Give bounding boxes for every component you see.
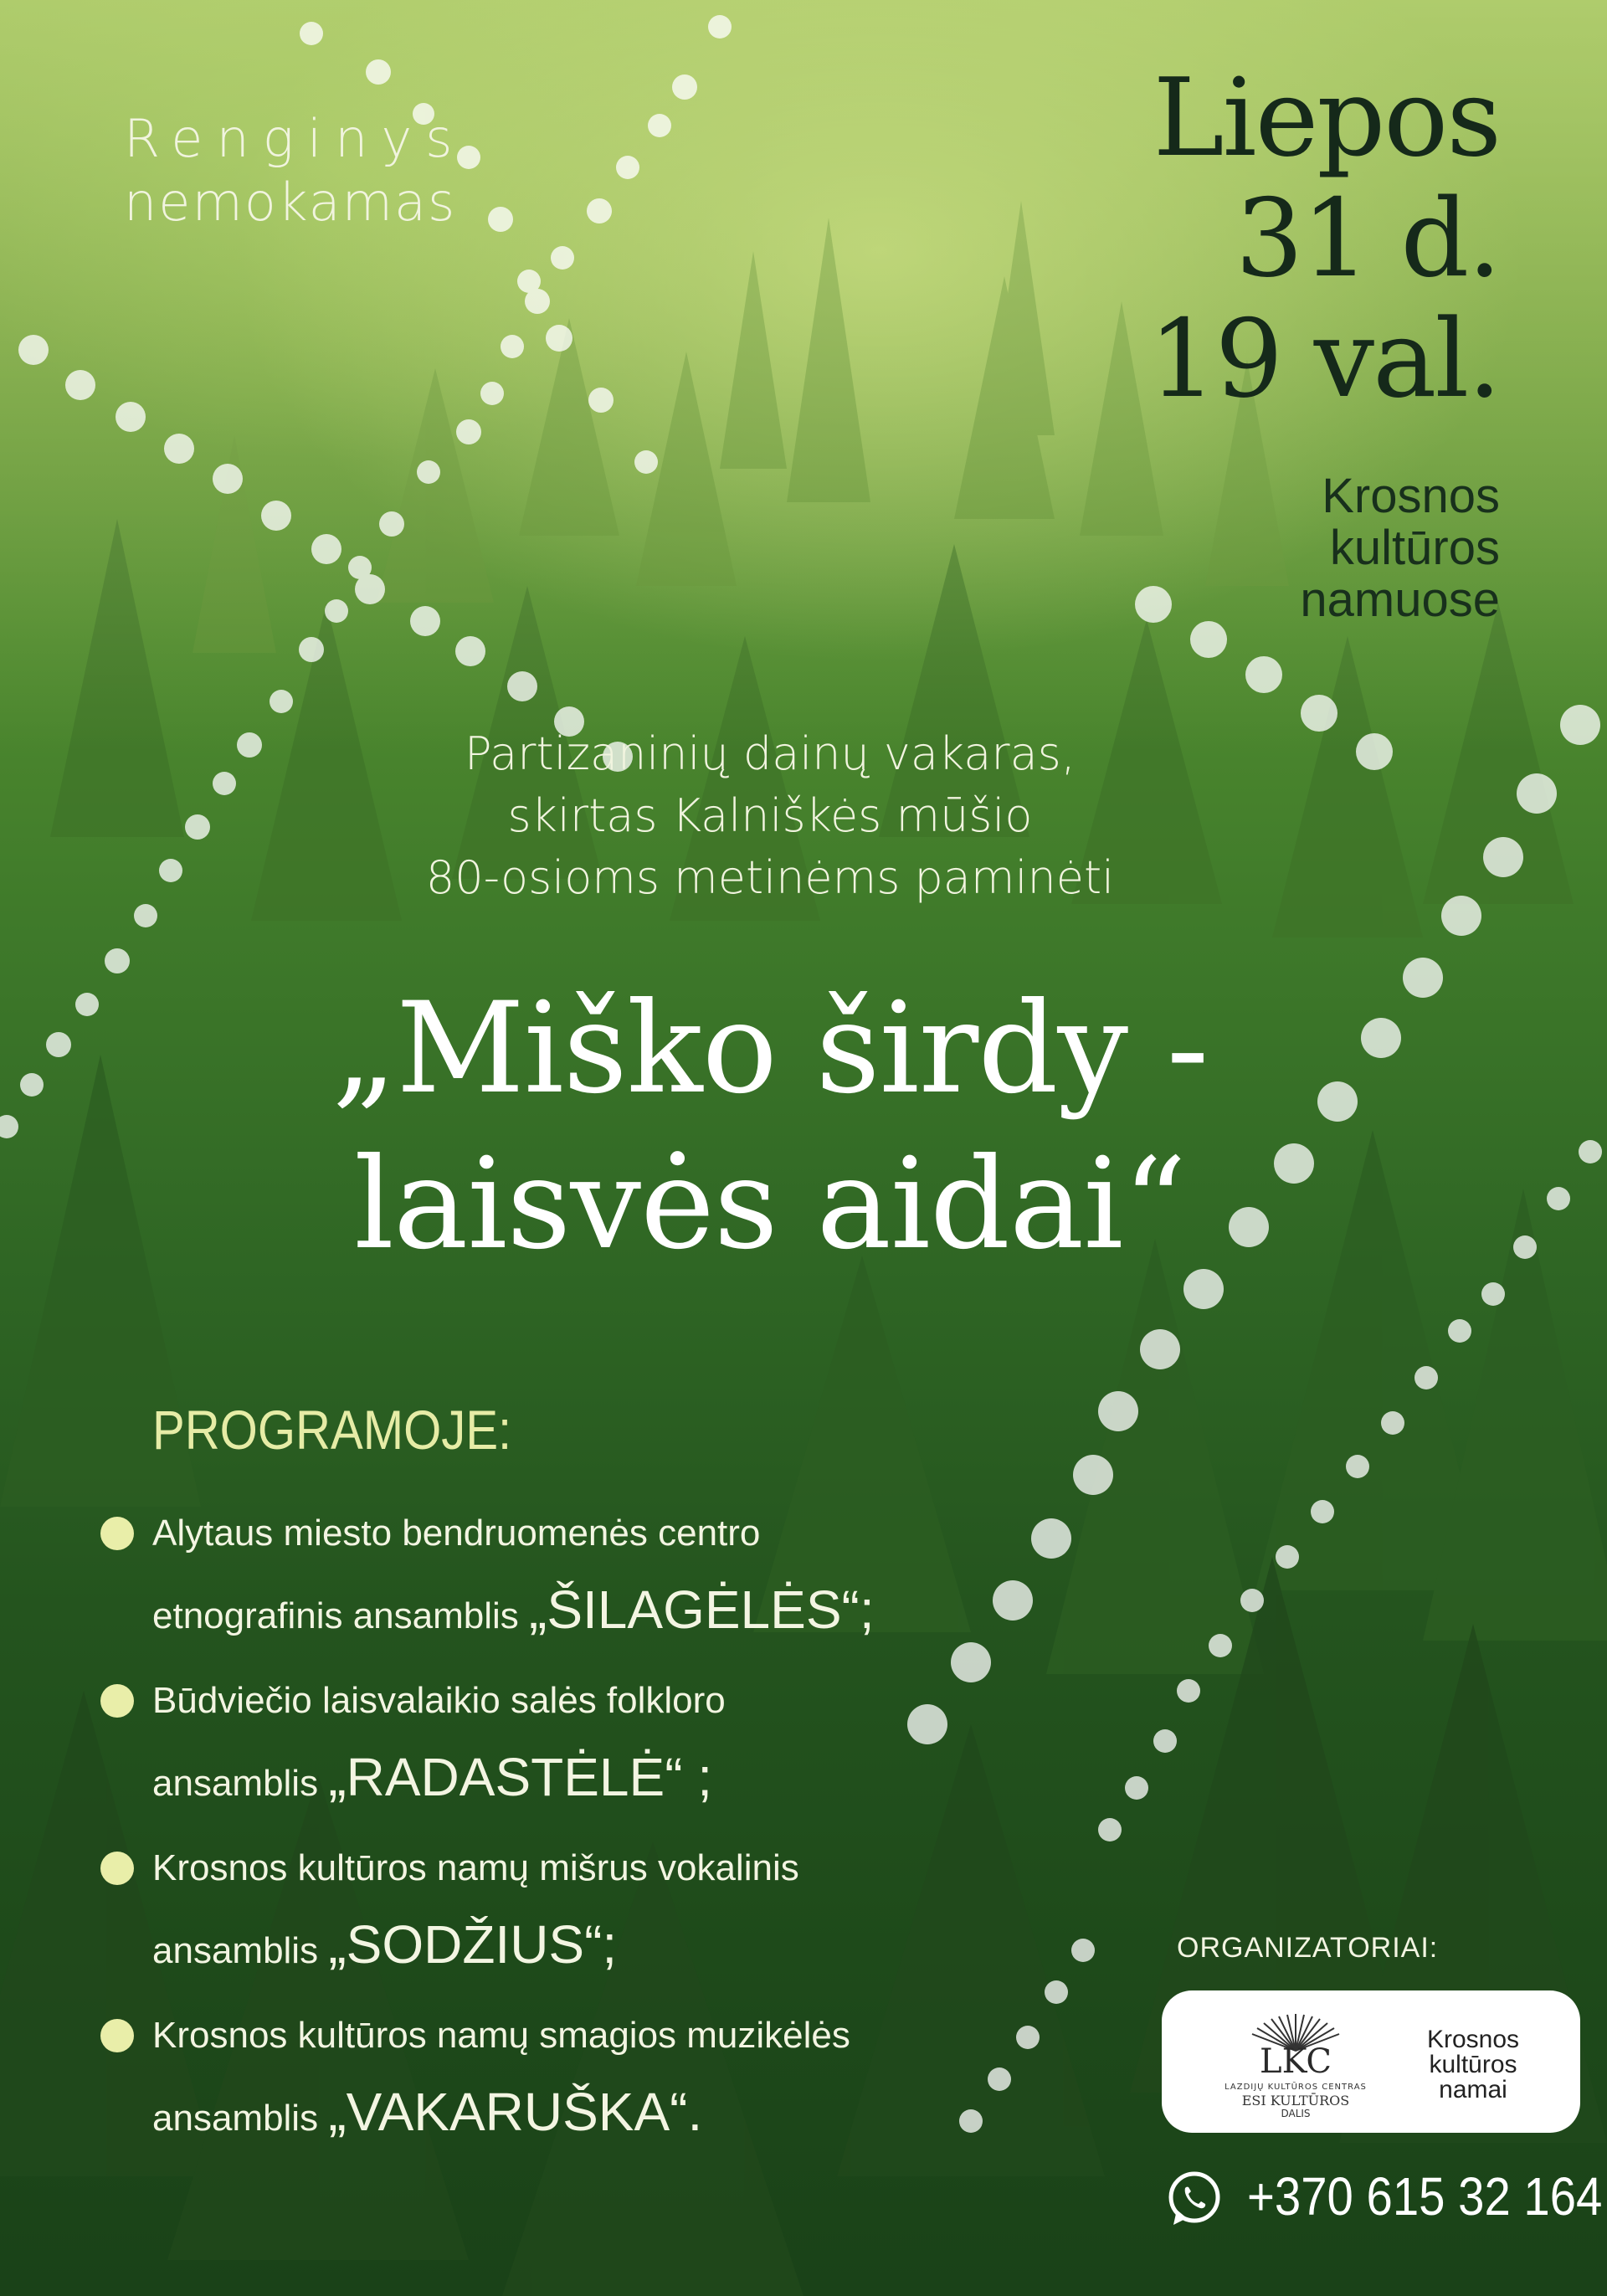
programme-item-prefix: ansamblis (152, 2098, 329, 2139)
intro-line-3: 80-osioms metinėms paminėti (425, 851, 1115, 904)
date-month: Liepos (1153, 56, 1500, 181)
bullet-icon (100, 1852, 134, 1885)
programme-item-line-2 (152, 1569, 937, 1657)
date-day: 31 d. (1235, 177, 1500, 301)
intro-line-1: Partizaninių dainų vakaras, (465, 727, 1076, 780)
krosnos-logo (1398, 2027, 1548, 2103)
krosnos-logo-line-3: namai (1439, 2076, 1507, 2103)
place-line-1: Krosnos (1322, 469, 1500, 523)
programme-item-line-2 (152, 1903, 937, 1992)
ensemble-name: „ŠILAGĖLĖS“; (529, 1579, 875, 1640)
programme-item-line-2 (152, 2071, 937, 2160)
lkc-slogan: ESI KULTŪROS (1241, 2093, 1350, 2109)
lkc-slogan-2: DALIS (1281, 2108, 1311, 2119)
programme-item (100, 1498, 937, 1666)
programme-list (100, 1498, 937, 2168)
lkc-subtitle: LAZDIJŲ KULTŪROS CENTRAS (1225, 2083, 1367, 2092)
lkc-logo (1220, 2009, 1371, 2118)
programme-heading: PROGRAMOJE: (152, 1399, 512, 1461)
date-time: 19 val. (1148, 297, 1500, 422)
organizers-logos (1162, 1990, 1580, 2133)
programme-item-line-1: Krosnos kultūros namų smagios muzikėlės (152, 2015, 850, 2056)
ensemble-name: „VAKARUŠKA“. (328, 2082, 703, 2142)
krosnos-logo-line-2: kultūros (1429, 2051, 1517, 2078)
place-line-2: kultūros (1329, 521, 1500, 575)
bullet-icon (100, 1684, 134, 1718)
ensemble-name: „SODŽIUS“; (328, 1914, 618, 1975)
free-event-note (124, 107, 465, 234)
programme-item-line-2 (152, 1736, 937, 1825)
programme-item-prefix: ansamblis (152, 1763, 329, 1804)
krosnos-logo-line-1: Krosnos (1426, 2026, 1520, 2053)
bullet-icon (100, 1517, 134, 1550)
event-title (0, 971, 1540, 1282)
whatsapp-icon (1165, 2170, 1224, 2228)
event-intro (0, 723, 1540, 909)
lkc-letters: LKC (1260, 2042, 1332, 2081)
title-line-1: „Miško širdy - (331, 976, 1209, 1122)
event-place (1300, 470, 1500, 626)
free-line-2: nemokamas (124, 172, 457, 233)
organizers-label: ORGANIZATORIAI: (1177, 1932, 1439, 1964)
ensemble-name: „RADASTĖLĖ“ ; (328, 1747, 713, 1807)
intro-line-2: skirtas Kalniškės mūšio (507, 789, 1033, 842)
programme-item-prefix: etnografinis ansamblis (152, 1595, 530, 1636)
free-line-1: Renginys (124, 108, 466, 169)
programme-item-line-1: Alytaus miesto bendruomenės centro (152, 1513, 761, 1554)
programme-item (100, 1833, 937, 2001)
programme-item-line-1: Būdviečio laisvalaikio salės folkloro (152, 1680, 726, 1721)
phone-number[interactable]: +370 615 32 164 (1247, 2166, 1603, 2227)
place-line-3: namuose (1300, 573, 1500, 627)
title-line-2: laisvės aidai“ (353, 1132, 1187, 1277)
programme-item (100, 2001, 937, 2168)
programme-item (100, 1666, 937, 1833)
programme-item-prefix: ansamblis (152, 1930, 329, 1971)
bullet-icon (100, 2019, 134, 2052)
event-date (1148, 56, 1500, 422)
programme-item-line-1: Krosnos kultūros namų mišrus vokalinis (152, 1847, 799, 1888)
